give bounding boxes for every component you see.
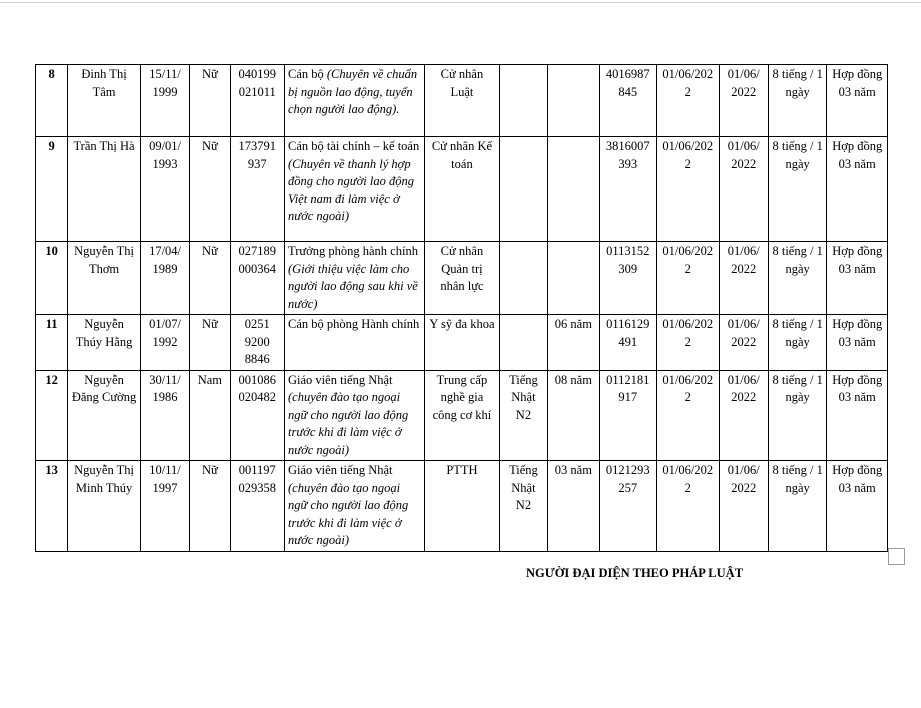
experience: 03 năm xyxy=(554,463,592,477)
position-cell xyxy=(285,370,425,461)
start-date: 01/06/202 2 xyxy=(662,317,714,349)
date-of-birth-cell xyxy=(140,461,189,552)
experience-cell xyxy=(548,461,599,552)
contract-date: 01/06/ 2022 xyxy=(727,463,760,495)
experience: 06 năm xyxy=(554,317,592,331)
row-number: 11 xyxy=(45,317,58,331)
id-number-cell xyxy=(230,137,284,242)
gender-cell xyxy=(190,370,230,461)
insurance-number-cell xyxy=(599,370,656,461)
gender: Nữ xyxy=(201,244,218,258)
contract-type: Hợp đồng 03 năm xyxy=(832,244,883,276)
employee-name: Trần Thị Hà xyxy=(73,139,135,153)
id-number: 040199 021011 xyxy=(238,67,277,99)
qualification: Cử nhân Luật xyxy=(440,67,484,99)
insurance-number: 4016987 845 xyxy=(605,67,650,99)
position-cell xyxy=(285,65,425,137)
qualification-cell xyxy=(425,315,500,371)
row-number-cell xyxy=(36,65,68,137)
id-number-cell xyxy=(230,461,284,552)
position: Giáo viên tiếng Nhật xyxy=(288,463,393,477)
working-time-cell xyxy=(768,242,826,315)
row-number-cell xyxy=(36,461,68,552)
employee-name: Nguyễn Thúy Hằng xyxy=(75,317,133,349)
contract-date-cell xyxy=(719,370,768,461)
qualification: Y sỹ đa khoa xyxy=(429,317,495,331)
staff-table-body xyxy=(36,65,888,552)
start-date: 01/06/202 2 xyxy=(662,67,714,99)
contract-date: 01/06/ 2022 xyxy=(727,244,760,276)
contract-type-cell xyxy=(827,315,888,371)
id-number-cell xyxy=(230,65,284,137)
signature-title: NGƯỜI ĐẠI DIỆN THEO PHÁP LUẬT xyxy=(526,566,744,580)
employee-name: Nguyễn Thị Minh Thúy xyxy=(74,463,134,495)
language-certificate-cell xyxy=(499,370,547,461)
insurance-number: 0112181 917 xyxy=(606,372,650,404)
gender: Nam xyxy=(197,372,223,387)
row-number-cell xyxy=(36,315,68,371)
row-number: 9 xyxy=(48,139,55,153)
id-number: 0251 9200 8846 xyxy=(244,317,270,366)
start-date: 01/06/202 2 xyxy=(662,463,714,495)
id-number-cell xyxy=(230,370,284,461)
employee-name-cell xyxy=(68,461,141,552)
id-number: 027189 000364 xyxy=(238,244,277,276)
gender-cell xyxy=(190,137,230,242)
language-certificate-cell xyxy=(499,315,547,371)
table-row xyxy=(36,137,888,242)
table-resize-handle[interactable] xyxy=(888,548,905,565)
start-date-cell xyxy=(657,137,720,242)
language-certificate-cell xyxy=(499,137,547,242)
gender-cell xyxy=(190,315,230,371)
insurance-number: 0116129 491 xyxy=(606,317,650,349)
contract-type-cell xyxy=(827,137,888,242)
position-note: (chuyên đào tạo ngoại ngữ cho người lao động trước khi đi làm việc ở nước ngoài) xyxy=(288,390,409,457)
employee-name-cell xyxy=(68,315,141,371)
date-of-birth: 01/07/ 1992 xyxy=(149,317,182,349)
employee-name-cell xyxy=(68,242,141,315)
id-number-cell xyxy=(230,242,284,315)
contract-type-cell xyxy=(827,461,888,552)
date-of-birth-cell xyxy=(140,65,189,137)
qualification-cell xyxy=(425,461,500,552)
staff-table xyxy=(35,64,888,552)
table-row xyxy=(36,461,888,552)
contract-type: Hợp đồng 03 năm xyxy=(832,67,883,99)
table-row xyxy=(36,315,888,371)
experience-cell xyxy=(548,370,599,461)
row-number: 12 xyxy=(45,372,58,387)
employee-name: Nguyễn Đăng Cường xyxy=(71,372,137,404)
start-date: 01/06/202 2 xyxy=(662,139,714,171)
position: Cán bộ xyxy=(288,67,324,81)
date-of-birth-cell xyxy=(140,315,189,371)
gender: Nữ xyxy=(201,463,218,477)
position: Giáo viên tiếng Nhật xyxy=(288,372,393,387)
table-row xyxy=(36,370,888,461)
table-row xyxy=(36,242,888,315)
qualification: Trung cấp nghề gia công cơ khí xyxy=(432,372,492,422)
contract-date-cell xyxy=(719,137,768,242)
qualification-cell xyxy=(425,65,500,137)
position-note: (Chuyên về thanh lý hợp đồng cho người lao động Việt nam đi làm việc ở nước ngoài) xyxy=(288,156,414,223)
date-of-birth: 09/01/ 1993 xyxy=(149,139,182,171)
position-cell xyxy=(285,461,425,552)
date-of-birth: 17/04/ 1989 xyxy=(149,244,182,276)
gender: Nữ xyxy=(201,139,218,153)
position-note: (chuyên đào tạo ngoại ngữ cho người lao động trước khi đi làm việc ở nước ngoài) xyxy=(288,480,409,547)
employee-name: Nguyễn Thị Thơm xyxy=(74,244,134,276)
employee-name: Đinh Thị Tâm xyxy=(81,67,127,99)
start-date: 01/06/202 2 xyxy=(662,244,714,276)
insurance-number: 0113152 309 xyxy=(606,244,650,276)
row-number: 8 xyxy=(48,67,55,81)
gender: Nữ xyxy=(201,67,218,81)
employee-name-cell xyxy=(68,137,141,242)
working-time: 8 tiếng / 1 ngày xyxy=(772,139,823,171)
qualification: Cử nhân Kế toán xyxy=(431,139,493,171)
start-date-cell xyxy=(657,370,720,461)
position: Trưởng phòng hành chính xyxy=(288,244,418,258)
working-time: 8 tiếng / 1 ngày xyxy=(772,67,823,99)
contract-date-cell xyxy=(719,315,768,371)
insurance-number: 0121293 257 xyxy=(605,463,650,495)
row-number-cell xyxy=(36,370,68,461)
working-time-cell xyxy=(768,65,826,137)
experience-cell xyxy=(548,315,599,371)
contract-type: Hợp đồng 03 năm xyxy=(832,317,883,349)
position-cell xyxy=(285,242,425,315)
insurance-number: 3816007 393 xyxy=(605,139,650,171)
date-of-birth: 15/11/ 1999 xyxy=(149,67,181,99)
position-cell xyxy=(285,137,425,242)
date-of-birth-cell xyxy=(140,137,189,242)
start-date-cell xyxy=(657,461,720,552)
experience-cell xyxy=(548,65,599,137)
date-of-birth: 10/11/ 1997 xyxy=(149,463,181,495)
contract-type-cell xyxy=(827,65,888,137)
experience-cell xyxy=(548,242,599,315)
language-certificate-cell xyxy=(499,242,547,315)
row-number-cell xyxy=(36,137,68,242)
contract-date-cell xyxy=(719,242,768,315)
insurance-number-cell xyxy=(599,315,656,371)
working-time: 8 tiếng / 1 ngày xyxy=(772,372,823,404)
id-number: 001197 029358 xyxy=(238,463,277,495)
id-number: 001086 020482 xyxy=(238,372,277,404)
position: Cán bộ tài chính – kế toán xyxy=(288,139,420,153)
working-time-cell xyxy=(768,461,826,552)
date-of-birth-cell xyxy=(140,370,189,461)
employee-name-cell xyxy=(68,65,141,137)
contract-date-cell xyxy=(719,65,768,137)
contract-date: 01/06/ 2022 xyxy=(727,67,760,99)
experience-cell xyxy=(548,137,599,242)
working-time: 8 tiếng / 1 ngày xyxy=(772,317,823,349)
working-time-cell xyxy=(768,137,826,242)
insurance-number-cell xyxy=(599,242,656,315)
insurance-number-cell xyxy=(599,137,656,242)
contract-date: 01/06/ 2022 xyxy=(727,317,760,349)
qualification-cell xyxy=(425,370,500,461)
start-date: 01/06/202 2 xyxy=(662,372,714,404)
contract-type-cell xyxy=(827,370,888,461)
qualification-cell xyxy=(425,242,500,315)
position-cell xyxy=(285,315,425,371)
contract-date: 01/06/ 2022 xyxy=(727,372,760,404)
row-number: 13 xyxy=(45,463,58,477)
contract-type-cell xyxy=(827,242,888,315)
contract-type: Hợp đồng 03 năm xyxy=(832,463,883,495)
start-date-cell xyxy=(657,315,720,371)
qualification: Cử nhân Quản trị nhân lực xyxy=(440,244,484,293)
row-number-cell xyxy=(36,242,68,315)
working-time: 8 tiếng / 1 ngày xyxy=(772,244,823,276)
position: Cán bộ phòng Hành chính xyxy=(288,317,420,331)
id-number: 173791 937 xyxy=(238,139,277,171)
date-of-birth: 30/11/ 1986 xyxy=(149,372,181,404)
date-of-birth-cell xyxy=(140,242,189,315)
start-date-cell xyxy=(657,65,720,137)
page-top-rule xyxy=(0,2,921,3)
experience: 08 năm xyxy=(554,372,592,387)
gender-cell xyxy=(190,242,230,315)
language-certificate: Tiếng Nhật N2 xyxy=(509,463,538,512)
id-number-cell xyxy=(230,315,284,371)
row-number: 10 xyxy=(45,244,58,258)
insurance-number-cell xyxy=(599,461,656,552)
insurance-number-cell xyxy=(599,65,656,137)
contract-type: Hợp đồng 03 năm xyxy=(832,372,883,404)
position-note: (Chuyên về chuẩn bị nguồn lao động, tuyển chọn người lao động). xyxy=(288,67,418,116)
working-time: 8 tiếng / 1 ngày xyxy=(772,463,823,495)
working-time-cell xyxy=(768,315,826,371)
qualification: PTTH xyxy=(446,463,478,477)
language-certificate: Tiếng Nhật N2 xyxy=(509,372,538,422)
position-note: (Giới thiệu việc làm cho người lao động sau khi về nước) xyxy=(288,261,418,311)
contract-type: Hợp đồng 03 năm xyxy=(832,139,883,171)
language-certificate-cell xyxy=(499,461,547,552)
gender: Nữ xyxy=(201,317,218,331)
qualification-cell xyxy=(425,137,500,242)
contract-date-cell xyxy=(719,461,768,552)
language-certificate-cell xyxy=(499,65,547,137)
gender-cell xyxy=(190,65,230,137)
employee-name-cell xyxy=(68,370,141,461)
start-date-cell xyxy=(657,242,720,315)
working-time-cell xyxy=(768,370,826,461)
table-row xyxy=(36,65,888,137)
gender-cell xyxy=(190,461,230,552)
contract-date: 01/06/ 2022 xyxy=(727,139,760,171)
